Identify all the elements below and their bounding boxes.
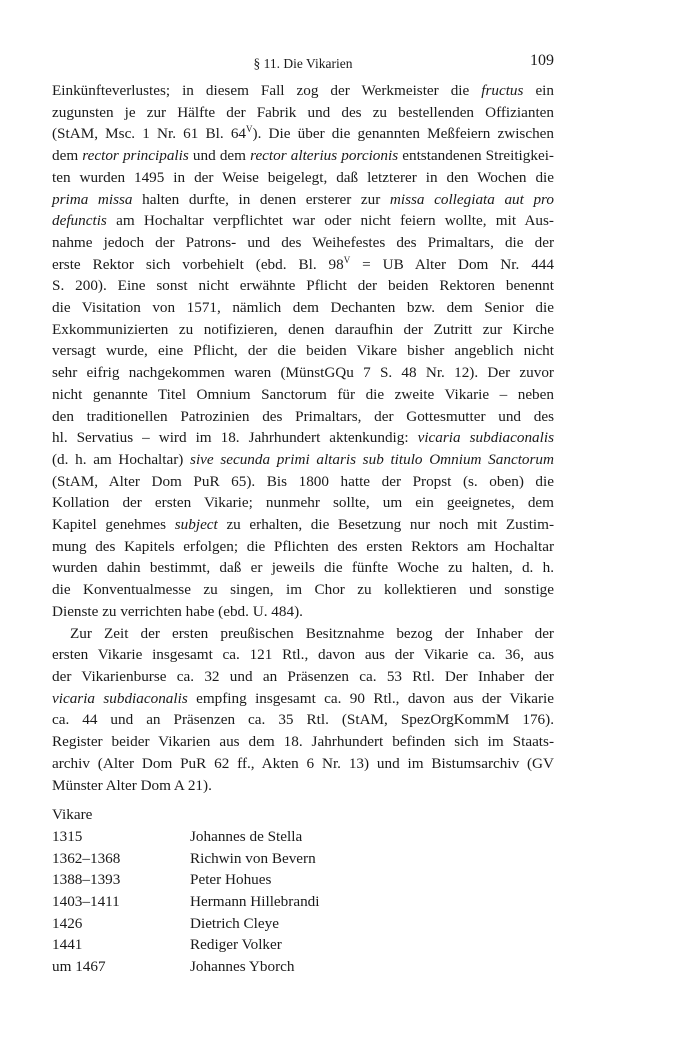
text-run: V	[246, 124, 253, 135]
text-line	[52, 406, 554, 428]
text-line	[52, 775, 554, 797]
text-line	[52, 319, 554, 341]
vicar-name: Peter Hohues	[190, 871, 272, 889]
paragraph-2	[52, 623, 554, 797]
page-number: 109	[530, 52, 554, 69]
text-line	[52, 731, 554, 753]
text-line	[52, 145, 554, 167]
text-line	[52, 471, 554, 493]
text-run: Kollation der ersten Vikarie; nunmehr sollte, um ein geeignetes, dem	[52, 494, 554, 512]
text-line	[52, 449, 554, 471]
book-page	[52, 52, 554, 978]
running-head-title: § 11. Die Vikarien	[253, 56, 353, 71]
vicar-date: 1362–1368	[52, 849, 121, 867]
running-head	[52, 52, 554, 80]
text-run: missa collegiata aut pro	[389, 190, 554, 208]
text-run: halten durfte, in denen ersterer zur	[132, 190, 390, 208]
text-run: zu erhalten, die Besetzung nur noch mit Zustim-	[217, 516, 554, 534]
text-run: defunctis	[52, 212, 107, 230]
text-line	[52, 340, 554, 362]
text-line	[52, 254, 554, 276]
text-line	[52, 492, 554, 514]
text-line	[52, 601, 554, 623]
text-line	[52, 210, 554, 232]
text-line	[52, 536, 554, 558]
vicar-row	[52, 848, 554, 870]
text-line	[52, 514, 554, 536]
text-run: die Konventualmesse zu singen, im Chor zu kollektieren und sonstige	[52, 581, 554, 599]
text-line	[52, 666, 554, 688]
text-run: ersten Vikarie insgesamt ca. 121 Rtl., davon aus der Vikarie ca. 36, aus	[52, 646, 554, 664]
text-run: der Vikarienburse ca. 32 und an Präsenzen ca. 53 Rtl. Der Inhaber der	[52, 667, 554, 685]
vicar-date: 1403–1411	[52, 893, 120, 911]
vicar-row	[52, 891, 554, 913]
text-run: rector alterius porcionis	[250, 147, 399, 165]
text-run: mung des Kapitels erfolgen; die Pflichten des ersten Rektors am Hochaltar	[52, 537, 554, 555]
vicar-date: um 1467	[52, 958, 106, 976]
vicar-name: Richwin von Bevern	[190, 849, 316, 867]
text-run: nahme jedoch der Patrons- und des Weihefestes des Primaltars, die der	[52, 233, 554, 251]
vicar-row	[52, 869, 554, 891]
text-run: versagt wurde, eine Pflicht, der die beiden Vikare bisher angeblich nicht	[52, 342, 554, 360]
text-run: sehr eifrig nachgekommen waren (MünstGQu 7 S. 48 Nr. 12). Der zuvor	[52, 364, 554, 382]
vicar-row	[52, 934, 554, 956]
vicar-row	[52, 826, 554, 848]
text-line	[52, 275, 554, 297]
text-run: S. 200). Eine sonst nicht erwähnte Pflicht der beiden Rektoren benennt	[52, 277, 554, 295]
text-run: Register beider Vikarien aus dem 18. Jahrhundert befinden sich im Staats-	[52, 733, 554, 751]
text-line	[52, 427, 554, 449]
text-run: empfing insgesamt ca. 90 Rtl., davon aus der Vikarie	[187, 689, 554, 707]
text-run: rector principalis	[82, 147, 189, 165]
text-line	[52, 80, 554, 102]
vicar-date: 1426	[52, 914, 83, 932]
text-run: hl. Servatius – wird im 18. Jahrhundert aktenkundig:	[52, 429, 418, 447]
text-run: und dem	[188, 147, 251, 165]
text-line	[52, 167, 554, 189]
text-run: sive secunda primi altaris sub titulo Omnium Sanctorum	[190, 450, 554, 468]
text-run: Kapitel genehmes	[52, 516, 175, 534]
text-line	[52, 297, 554, 319]
text-run: ca. 44 und an Präsenzen ca. 35 Rtl. (StAM, SpezOrgKommM 176).	[52, 711, 554, 729]
vicar-row	[52, 956, 554, 978]
text-run: (d. h. am Hochaltar)	[52, 450, 191, 468]
vicar-date: 1315	[52, 827, 83, 845]
text-line	[52, 753, 554, 775]
text-run: (StAM, Alter Dom PuR 65). Bis 1800 hatte der Propst (s. oben) die	[52, 472, 554, 490]
text-run: am Hochaltar verpflichtet war oder nicht feiern wollte, mit Aus-	[106, 212, 554, 230]
text-run: zugunsten je zur Hälfte der Fabrik und des zu bestellenden Offizianten	[52, 103, 554, 121]
text-line	[52, 644, 554, 666]
text-run: Dienste zu verrichten habe (ebd. U. 484).	[52, 602, 303, 620]
vicar-list-heading: Vikare	[52, 806, 93, 824]
text-run: Zur Zeit der ersten preußischen Besitznahme bezog der Inhaber der	[70, 624, 554, 642]
text-line	[52, 189, 554, 211]
text-run: Exkommunizierten zu notifizieren, denen daraufhin der Zutritt zur Kirche	[52, 320, 554, 338]
text-run: Münster Alter Dom A 21).	[52, 776, 212, 794]
vicar-date: 1441	[52, 936, 83, 954]
text-run: den traditionellen Patrozinien des Primaltars, der Gottesmutter und des	[52, 407, 554, 425]
text-run: erste Rektor sich vorbehielt (ebd. Bl. 98	[52, 255, 344, 273]
text-line	[52, 102, 554, 124]
vicar-rows	[52, 826, 554, 978]
vicar-row	[52, 913, 554, 935]
paragraph-1	[52, 80, 554, 623]
vicar-name: Dietrich Cleye	[190, 914, 279, 932]
text-run: = UB Alter Dom Nr. 444	[350, 255, 554, 273]
text-line	[52, 709, 554, 731]
text-run: entstandenen Streitigkei-	[398, 147, 554, 165]
text-run: subject	[174, 516, 218, 534]
text-line	[52, 623, 554, 645]
text-run: archiv (Alter Dom PuR 62 ff., Akten 6 Nr. 13) und im Bistumsarchiv (GV	[52, 754, 554, 772]
text-run: vicaria subdiaconalis	[52, 689, 188, 707]
vicar-name: Johannes de Stella	[190, 827, 303, 845]
text-run: Einkünfteverlustes; in diesem Fall zog der Werkmeister die	[52, 82, 482, 99]
text-line	[52, 232, 554, 254]
text-run: prima missa	[52, 190, 133, 208]
text-run: ). Die über die genannten Meßfeiern zwischen	[252, 125, 554, 143]
vicar-name: Rediger Volker	[190, 936, 282, 954]
text-line	[52, 688, 554, 710]
text-run: nicht genannte Titel Omnium Sanctorum für die zweite Vikarie – neben	[52, 385, 554, 403]
vicar-date: 1388–1393	[52, 871, 121, 889]
text-run: wurden dahin bestimmt, daß er jeweils die fünfte Woche zu halten, d. h.	[52, 559, 554, 577]
vicar-name: Hermann Hillebrandi	[190, 893, 320, 911]
text-run: (StAM, Msc. 1 Nr. 61 Bl. 64	[52, 125, 247, 143]
vicar-name: Johannes Yborch	[190, 958, 295, 976]
text-run: ein	[523, 82, 554, 99]
text-line	[52, 579, 554, 601]
vicar-list	[52, 804, 554, 978]
text-run: die Visitation von 1571, nämlich dem Dechanten bzw. dem Senior die	[52, 299, 554, 317]
text-run: V	[343, 254, 351, 265]
text-line	[52, 384, 554, 406]
text-run: vicaria subdiaconalis	[417, 429, 554, 447]
text-run: ten wurden 1495 in der Weise beigelegt, daß letzterer in den Wochen die	[52, 168, 554, 186]
text-line	[52, 362, 554, 384]
text-run: dem	[52, 147, 83, 165]
text-line	[52, 557, 554, 579]
text-run: fructus	[481, 82, 524, 99]
text-line	[52, 123, 554, 145]
